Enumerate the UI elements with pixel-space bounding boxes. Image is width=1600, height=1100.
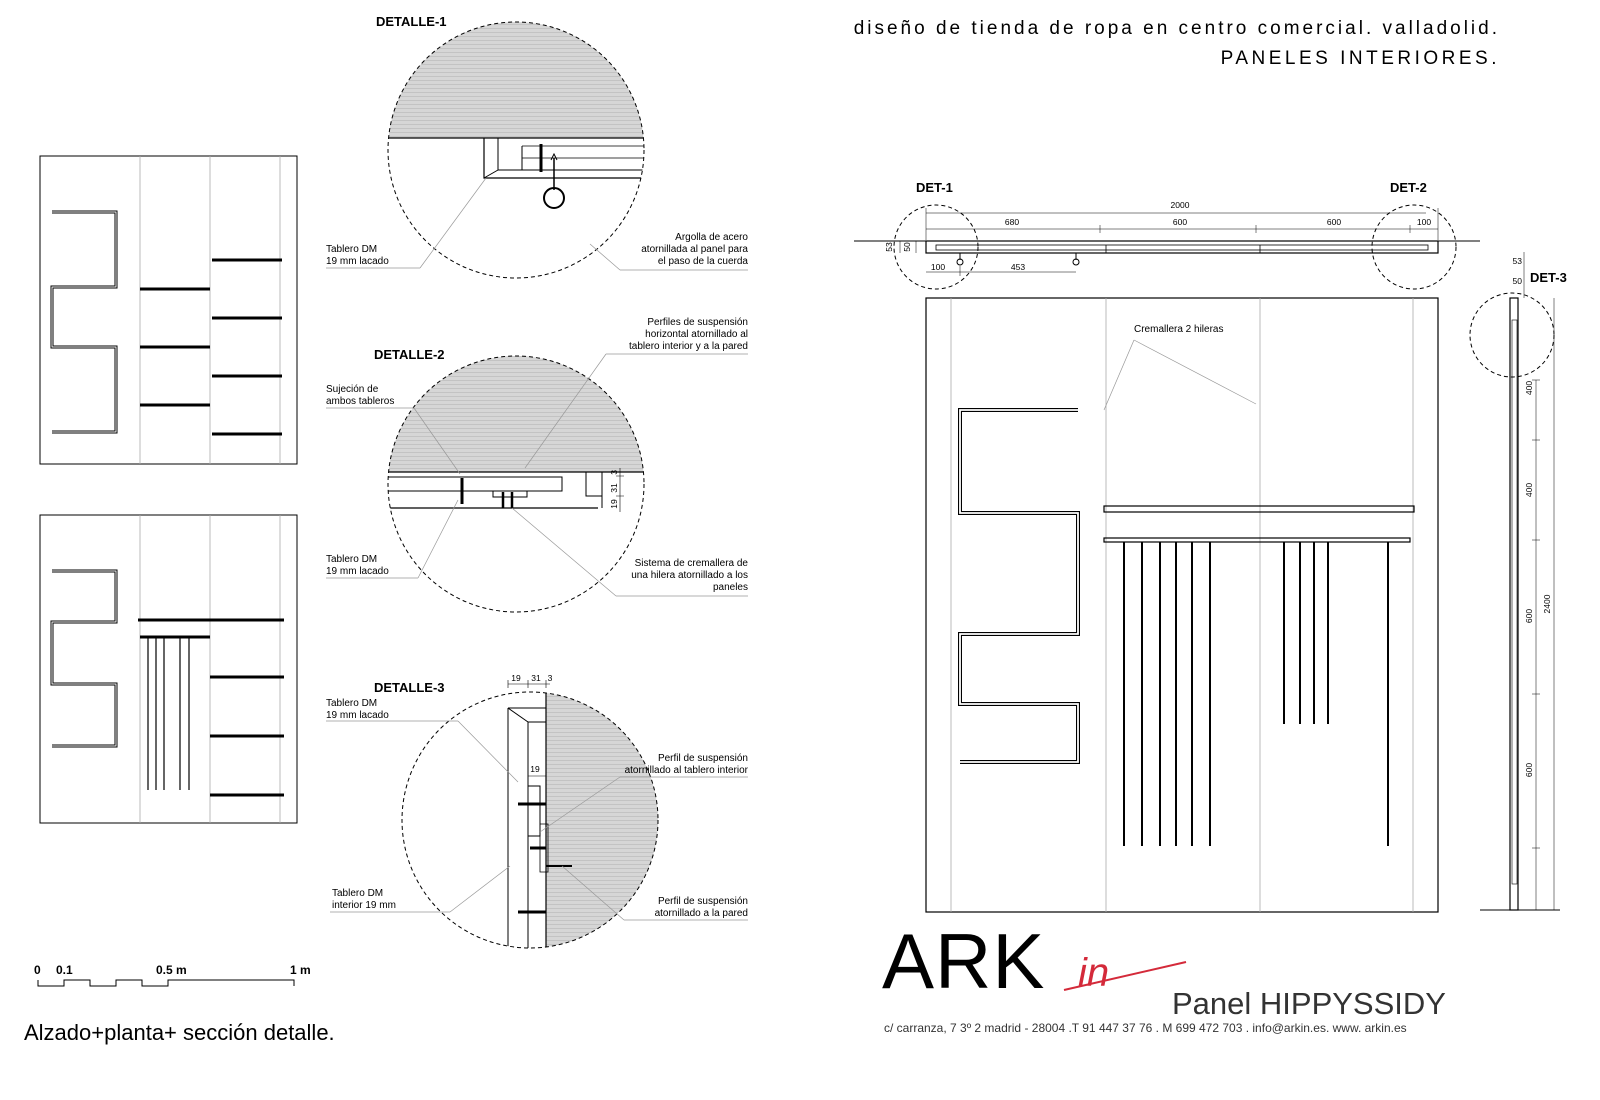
d3-note-br-1: Perfil de suspensión xyxy=(657,896,748,907)
d2-note-tl-1: Sujeción de xyxy=(326,384,379,395)
d2-note-tr-2: horizontal atornillado al xyxy=(645,329,748,340)
section-dim-400b: 400 xyxy=(1524,482,1534,498)
d1-note-left-2: 19 mm lacado xyxy=(326,256,389,267)
small-elevation-2 xyxy=(40,515,297,823)
d2-note-bl-2: 19 mm lacado xyxy=(326,566,389,577)
section-dim-600b: 600 xyxy=(1524,762,1534,778)
plan-dim-100: 100 xyxy=(1416,217,1432,227)
d3-note-bl-1: Tablero DM xyxy=(332,888,384,899)
d2-note-tr-1: Perfiles de suspensión xyxy=(647,317,748,328)
d3-note-tl-2: 19 mm lacado xyxy=(326,710,389,721)
plan-dim-sub-453: 453 xyxy=(1010,262,1026,272)
d2-note-br-3: paneles xyxy=(712,582,748,593)
panel-name: Panel HIPPYSSIDY xyxy=(1172,986,1446,1021)
det-2-label: DET-2 xyxy=(1390,180,1427,195)
d1-note-right-3: el paso de la cuerda xyxy=(657,256,748,267)
detail-1-title: DETALLE-1 xyxy=(376,14,447,29)
rack-label: Cremallera 2 hileras xyxy=(1134,324,1224,335)
detail-3-title: DETALLE-3 xyxy=(374,680,445,695)
section-dim-400a: 400 xyxy=(1524,380,1534,396)
studio-address: c/ carranza, 7 3º 2 madrid - 28004 .T 91 447 37 76 . M 699 472 703 . info@arkin.es. www. arkin.es xyxy=(884,1021,1407,1035)
d2-note-tr-3: tablero interior y a la pared xyxy=(629,341,748,352)
small-elevation-1 xyxy=(40,156,297,464)
det-3-label: DET-3 xyxy=(1530,270,1567,285)
d3-dim-31: 31 xyxy=(531,673,541,683)
section-dim-600a: 600 xyxy=(1524,608,1534,624)
scale-tick-0: 0 xyxy=(34,963,41,977)
plan-dim-sub-100: 100 xyxy=(930,262,946,272)
d3-note-br-2: atornillado a la pared xyxy=(654,908,748,919)
d2-note-bl-1: Tablero DM xyxy=(326,554,378,565)
d3-note-bl-2: interior 19 mm xyxy=(332,900,396,911)
logo-script: in xyxy=(1078,951,1110,995)
d2-note-tl-2: ambos tableros xyxy=(326,396,395,407)
section-dim-50: 50 xyxy=(1512,276,1522,286)
d1-note-right-1: Argolla de acero xyxy=(675,232,748,243)
detail-1 xyxy=(326,20,748,278)
plan-dim-600b: 600 xyxy=(1326,217,1342,227)
plan-dim-600a: 600 xyxy=(1172,217,1188,227)
section-dim-2400: 2400 xyxy=(1542,594,1552,614)
d2-note-br-1: Sistema de cremallera de xyxy=(634,558,748,569)
d2-dim-19: 19 xyxy=(609,499,619,509)
d3-note-mr-2: atornillado al tablero interior xyxy=(624,765,748,776)
det-1-label: DET-1 xyxy=(916,180,953,195)
d3-note-mr-1: Perfil de suspensión xyxy=(657,753,748,764)
sheet-title: diseño de tienda de ropa en centro comercial. valladolid. xyxy=(853,18,1500,39)
plan-dim-total: 2000 xyxy=(1170,200,1190,210)
section-dim-53: 53 xyxy=(1512,256,1522,266)
detail-3 xyxy=(326,673,749,960)
d3-dim-3: 3 xyxy=(547,673,553,683)
logo-wordmark: ARK xyxy=(882,917,1046,1005)
d3-dim-19: 19 xyxy=(511,673,521,683)
section-view xyxy=(1470,252,1567,910)
d2-dim-31: 31 xyxy=(609,483,619,493)
plan-dim-680: 680 xyxy=(1004,217,1020,227)
main-elevation xyxy=(926,298,1438,912)
d2-note-br-2: una hilera atornillado a los xyxy=(631,570,748,581)
sheet-caption: Alzado+planta+ sección detalle. xyxy=(24,1020,335,1045)
scale-tick-01: 0.1 xyxy=(56,963,73,977)
sheet-subtitle: PANELES INTERIORES. xyxy=(1220,48,1500,69)
d3-dim-inner: 19 xyxy=(530,764,540,774)
plan-dim-50: 50 xyxy=(902,242,912,252)
scale-tick-05: 0.5 m xyxy=(156,963,187,977)
d3-note-tl-1: Tablero DM xyxy=(326,698,378,709)
d1-note-left-1: Tablero DM xyxy=(326,244,378,255)
plan-dim-53: 53 xyxy=(884,242,894,252)
arkin-logo xyxy=(882,917,1186,1005)
d2-dim-3: 3 xyxy=(609,470,619,475)
detail-2-title: DETALLE-2 xyxy=(374,347,445,362)
scale-bar xyxy=(34,963,311,986)
scale-tick-1: 1 m xyxy=(290,963,311,977)
plan-view xyxy=(854,180,1480,289)
d1-note-right-2: atornillada al panel para xyxy=(641,244,748,255)
